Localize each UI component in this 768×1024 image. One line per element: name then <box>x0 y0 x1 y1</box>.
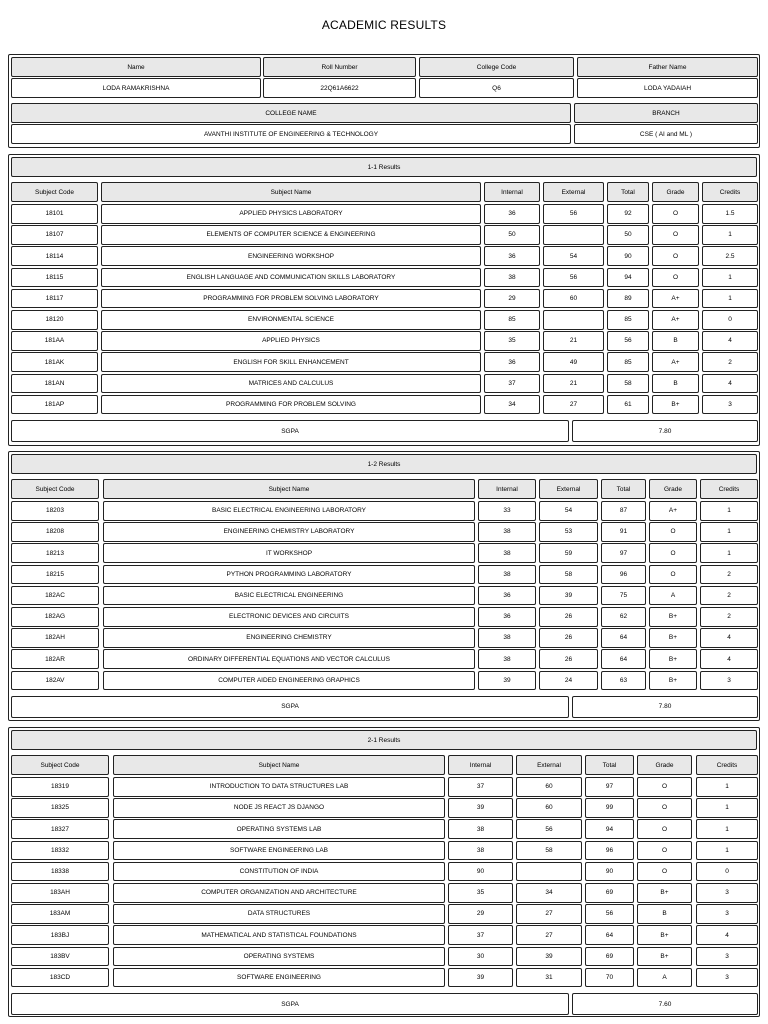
internal-cell: 38 <box>478 649 536 669</box>
subject-code-cell: 183BJ <box>11 925 109 945</box>
credits-cell: 1.5 <box>702 204 758 224</box>
grade-cell: O <box>649 565 697 585</box>
credits-cell: 3 <box>696 947 758 967</box>
grade-cell: O <box>637 777 692 797</box>
external-cell: 53 <box>539 522 598 542</box>
internal-cell: 38 <box>484 268 540 288</box>
total-cell: 64 <box>601 628 646 648</box>
subject-name-cell: ELEMENTS OF COMPUTER SCIENCE & ENGINEERING <box>101 225 481 245</box>
total-header: Total <box>585 755 634 775</box>
internal-cell: 39 <box>448 798 513 818</box>
subject-code-cell: 182AG <box>11 607 99 627</box>
grade-cell: B+ <box>637 883 692 903</box>
external-cell <box>516 862 582 882</box>
grade-cell: B+ <box>637 947 692 967</box>
total-header: Total <box>607 182 649 202</box>
credits-cell: 3 <box>702 395 758 415</box>
grade-cell: A+ <box>652 289 699 309</box>
credits-cell: 4 <box>702 374 758 394</box>
external-cell: 58 <box>516 841 582 861</box>
grade-header: Grade <box>652 182 699 202</box>
subject-code-cell: 183AM <box>11 904 109 924</box>
credits-cell: 4 <box>702 331 758 351</box>
grade-cell: A+ <box>649 501 697 521</box>
credits-cell: 2 <box>700 565 758 585</box>
subject-name-cell: APPLIED PHYSICS LABORATORY <box>101 204 481 224</box>
grade-cell: A+ <box>652 352 699 372</box>
page-title: ACADEMIC RESULTS <box>321 18 447 32</box>
semester-title: 1-1 Results <box>11 157 757 177</box>
external-cell: 27 <box>516 925 582 945</box>
internal-cell: 37 <box>484 374 540 394</box>
internal-cell: 35 <box>448 883 513 903</box>
total-cell: 85 <box>607 352 649 372</box>
total-cell: 91 <box>601 522 646 542</box>
grade-cell: A+ <box>652 310 699 330</box>
sgpa-value: 7.80 <box>572 420 758 442</box>
total-cell: 97 <box>601 543 646 563</box>
subject-name-cell: ELECTRONIC DEVICES AND CIRCUITS <box>103 607 475 627</box>
subject-name-cell: CONSTITUTION OF INDIA <box>113 862 445 882</box>
father-name-header: Father Name <box>577 57 758 77</box>
subject-code-cell: 182AR <box>11 649 99 669</box>
subject-name-cell: COMPUTER AIDED ENGINEERING GRAPHICS <box>103 671 475 691</box>
grade-cell: O <box>637 862 692 882</box>
subject-name-cell: INTRODUCTION TO DATA STRUCTURES LAB <box>113 777 445 797</box>
college-name-value: AVANTHI INSTITUTE OF ENGINEERING & TECHNOLOGY <box>11 124 571 144</box>
subject-name-header: Subject Name <box>113 755 445 775</box>
subject-name-cell: PYTHON PROGRAMMING LABORATORY <box>103 565 475 585</box>
grade-cell: B <box>652 331 699 351</box>
external-cell: 60 <box>516 777 582 797</box>
external-cell: 31 <box>516 968 582 988</box>
subject-name-cell: COMPUTER ORGANIZATION AND ARCHITECTURE <box>113 883 445 903</box>
grade-cell: B+ <box>649 649 697 669</box>
grade-cell: A <box>649 586 697 606</box>
internal-cell: 33 <box>478 501 536 521</box>
internal-header: Internal <box>448 755 513 775</box>
subject-name-cell: DATA STRUCTURES <box>113 904 445 924</box>
sgpa-label: SGPA <box>11 993 569 1015</box>
grade-cell: B+ <box>649 671 697 691</box>
subject-code-cell: 18332 <box>11 841 109 861</box>
internal-cell: 39 <box>478 671 536 691</box>
total-cell: 70 <box>585 968 634 988</box>
subject-name-cell: NODE JS REACT JS DJANGO <box>113 798 445 818</box>
total-cell: 99 <box>585 798 634 818</box>
subject-name-cell: ENGLISH FOR SKILL ENHANCEMENT <box>101 352 481 372</box>
branch-value: CSE ( AI and ML ) <box>574 124 758 144</box>
external-cell: 60 <box>516 798 582 818</box>
internal-cell: 38 <box>478 565 536 585</box>
grade-header: Grade <box>637 755 692 775</box>
credits-cell: 1 <box>700 543 758 563</box>
subject-code-cell: 18107 <box>11 225 98 245</box>
grade-cell: B <box>652 374 699 394</box>
internal-header: Internal <box>478 479 536 499</box>
sgpa-value: 7.80 <box>572 696 758 718</box>
total-cell: 62 <box>601 607 646 627</box>
subject-code-cell: 18213 <box>11 543 99 563</box>
internal-cell: 39 <box>448 968 513 988</box>
subject-code-cell: 18120 <box>11 310 98 330</box>
grade-cell: A <box>637 968 692 988</box>
subject-code-cell: 181AK <box>11 352 98 372</box>
internal-cell: 37 <box>448 777 513 797</box>
subject-code-header: Subject Code <box>11 755 109 775</box>
credits-cell: 1 <box>696 777 758 797</box>
total-cell: 89 <box>607 289 649 309</box>
subject-code-cell: 18338 <box>11 862 109 882</box>
total-cell: 96 <box>585 841 634 861</box>
credits-header: Credits <box>696 755 758 775</box>
grade-cell: B+ <box>637 925 692 945</box>
credits-header: Credits <box>702 182 758 202</box>
subject-name-cell: PROGRAMMING FOR PROBLEM SOLVING LABORATORY <box>101 289 481 309</box>
internal-cell: 38 <box>478 628 536 648</box>
total-cell: 87 <box>601 501 646 521</box>
total-cell: 56 <box>585 904 634 924</box>
subject-code-cell: 18114 <box>11 246 98 266</box>
external-cell <box>543 310 604 330</box>
credits-cell: 4 <box>696 925 758 945</box>
total-cell: 50 <box>607 225 649 245</box>
grade-cell: B+ <box>649 607 697 627</box>
external-cell: 59 <box>539 543 598 563</box>
branch-header: BRANCH <box>574 103 758 123</box>
grade-cell: O <box>652 204 699 224</box>
grade-header: Grade <box>649 479 697 499</box>
internal-cell: 36 <box>478 607 536 627</box>
credits-cell: 1 <box>700 522 758 542</box>
credits-cell: 2 <box>700 607 758 627</box>
subject-code-cell: 18101 <box>11 204 98 224</box>
subject-code-cell: 18208 <box>11 522 99 542</box>
credits-cell: 2 <box>702 352 758 372</box>
credits-cell: 3 <box>696 904 758 924</box>
sgpa-label: SGPA <box>11 696 569 718</box>
grade-cell: O <box>637 841 692 861</box>
external-cell: 58 <box>539 565 598 585</box>
total-cell: 63 <box>601 671 646 691</box>
credits-cell: 1 <box>696 819 758 839</box>
external-cell: 26 <box>539 628 598 648</box>
name-value: LODA RAMAKRISHNA <box>11 78 261 98</box>
subject-name-cell: ENGLISH LANGUAGE AND COMMUNICATION SKILLS LABORATORY <box>101 268 481 288</box>
subject-name-cell: MATRICES AND CALCULUS <box>101 374 481 394</box>
credits-cell: 1 <box>696 798 758 818</box>
internal-cell: 37 <box>448 925 513 945</box>
internal-cell: 36 <box>484 352 540 372</box>
total-cell: 97 <box>585 777 634 797</box>
total-header: Total <box>601 479 646 499</box>
credits-cell: 0 <box>696 862 758 882</box>
subject-code-cell: 181AP <box>11 395 98 415</box>
internal-cell: 38 <box>448 841 513 861</box>
internal-cell: 35 <box>484 331 540 351</box>
total-cell: 69 <box>585 947 634 967</box>
subject-name-cell: BASIC ELECTRICAL ENGINEERING <box>103 586 475 606</box>
grade-cell: O <box>649 522 697 542</box>
internal-cell: 29 <box>484 289 540 309</box>
external-cell: 39 <box>516 947 582 967</box>
external-cell: 21 <box>543 331 604 351</box>
subject-code-cell: 18115 <box>11 268 98 288</box>
subject-code-cell: 182AC <box>11 586 99 606</box>
external-header: External <box>543 182 604 202</box>
subject-name-cell: ENGINEERING WORKSHOP <box>101 246 481 266</box>
internal-cell: 85 <box>484 310 540 330</box>
college-name-header: COLLEGE NAME <box>11 103 571 123</box>
external-cell: 49 <box>543 352 604 372</box>
credits-cell: 4 <box>700 628 758 648</box>
subject-code-cell: 183AH <box>11 883 109 903</box>
total-cell: 94 <box>585 819 634 839</box>
grade-cell: O <box>637 798 692 818</box>
name-header: Name <box>11 57 261 77</box>
subject-name-cell: OPERATING SYSTEMS LAB <box>113 819 445 839</box>
semester-title: 1-2 Results <box>11 454 757 474</box>
subject-name-cell: ORDINARY DIFFERENTIAL EQUATIONS AND VECTOR CALCULUS <box>103 649 475 669</box>
external-cell: 26 <box>539 607 598 627</box>
internal-cell: 38 <box>448 819 513 839</box>
credits-cell: 3 <box>696 883 758 903</box>
internal-cell: 38 <box>478 543 536 563</box>
external-cell: 24 <box>539 671 598 691</box>
subject-name-header: Subject Name <box>101 182 481 202</box>
subject-code-cell: 18203 <box>11 501 99 521</box>
subject-code-cell: 183CD <box>11 968 109 988</box>
internal-cell: 36 <box>478 586 536 606</box>
external-cell: 27 <box>516 904 582 924</box>
total-cell: 96 <box>601 565 646 585</box>
roll-number-value: 22Q61A6622 <box>263 78 416 98</box>
grade-cell: B+ <box>649 628 697 648</box>
credits-header: Credits <box>700 479 758 499</box>
subject-name-cell: APPLIED PHYSICS <box>101 331 481 351</box>
grade-cell: O <box>652 268 699 288</box>
subject-code-cell: 18319 <box>11 777 109 797</box>
external-cell: 27 <box>543 395 604 415</box>
total-cell: 61 <box>607 395 649 415</box>
subject-code-header: Subject Code <box>11 182 98 202</box>
subject-code-cell: 18215 <box>11 565 99 585</box>
total-cell: 75 <box>601 586 646 606</box>
subject-code-header: Subject Code <box>11 479 99 499</box>
internal-cell: 29 <box>448 904 513 924</box>
subject-code-cell: 18327 <box>11 819 109 839</box>
credits-cell: 2.5 <box>702 246 758 266</box>
internal-cell: 38 <box>478 522 536 542</box>
grade-cell: O <box>637 819 692 839</box>
subject-name-cell: PROGRAMMING FOR PROBLEM SOLVING <box>101 395 481 415</box>
subject-name-header: Subject Name <box>103 479 475 499</box>
credits-cell: 3 <box>700 671 758 691</box>
external-cell <box>543 225 604 245</box>
sgpa-value: 7.60 <box>572 993 758 1015</box>
total-cell: 94 <box>607 268 649 288</box>
subject-name-cell: MATHEMATICAL AND STATISTICAL FOUNDATIONS <box>113 925 445 945</box>
subject-name-cell: ENVIRONMENTAL SCIENCE <box>101 310 481 330</box>
external-cell: 34 <box>516 883 582 903</box>
external-cell: 54 <box>543 246 604 266</box>
external-cell: 39 <box>539 586 598 606</box>
subject-name-cell: SOFTWARE ENGINEERING LAB <box>113 841 445 861</box>
total-cell: 92 <box>607 204 649 224</box>
credits-cell: 1 <box>702 225 758 245</box>
credits-cell: 1 <box>696 841 758 861</box>
subject-name-cell: IT WORKSHOP <box>103 543 475 563</box>
grade-cell: O <box>649 543 697 563</box>
roll-number-header: Roll Number <box>263 57 416 77</box>
total-cell: 90 <box>607 246 649 266</box>
internal-cell: 36 <box>484 204 540 224</box>
semester-title: 2-1 Results <box>11 730 757 750</box>
internal-cell: 90 <box>448 862 513 882</box>
external-cell: 60 <box>543 289 604 309</box>
credits-cell: 2 <box>700 586 758 606</box>
grade-cell: O <box>652 246 699 266</box>
external-header: External <box>516 755 582 775</box>
total-cell: 64 <box>601 649 646 669</box>
subject-code-cell: 183BV <box>11 947 109 967</box>
subject-name-cell: ENGINEERING CHEMISTRY <box>103 628 475 648</box>
father-name-value: LODA YADAIAH <box>577 78 758 98</box>
total-cell: 56 <box>607 331 649 351</box>
sgpa-label: SGPA <box>11 420 569 442</box>
grade-cell: O <box>652 225 699 245</box>
credits-cell: 1 <box>702 268 758 288</box>
external-cell: 56 <box>516 819 582 839</box>
subject-code-cell: 181AA <box>11 331 98 351</box>
subject-name-cell: BASIC ELECTRICAL ENGINEERING LABORATORY <box>103 501 475 521</box>
college-code-value: Q6 <box>419 78 574 98</box>
subject-name-cell: OPERATING SYSTEMS <box>113 947 445 967</box>
internal-cell: 30 <box>448 947 513 967</box>
external-cell: 56 <box>543 268 604 288</box>
external-header: External <box>539 479 598 499</box>
external-cell: 56 <box>543 204 604 224</box>
internal-cell: 36 <box>484 246 540 266</box>
subject-code-cell: 18325 <box>11 798 109 818</box>
external-cell: 26 <box>539 649 598 669</box>
college-code-header: College Code <box>419 57 574 77</box>
subject-name-cell: ENGINEERING CHEMISTRY LABORATORY <box>103 522 475 542</box>
internal-header: Internal <box>484 182 540 202</box>
grade-cell: B+ <box>652 395 699 415</box>
total-cell: 69 <box>585 883 634 903</box>
credits-cell: 0 <box>702 310 758 330</box>
credits-cell: 1 <box>700 501 758 521</box>
external-cell: 54 <box>539 501 598 521</box>
subject-name-cell: SOFTWARE ENGINEERING <box>113 968 445 988</box>
credits-cell: 3 <box>696 968 758 988</box>
total-cell: 64 <box>585 925 634 945</box>
total-cell: 58 <box>607 374 649 394</box>
grade-cell: B <box>637 904 692 924</box>
subject-code-cell: 18117 <box>11 289 98 309</box>
subject-code-cell: 182AH <box>11 628 99 648</box>
subject-code-cell: 182AV <box>11 671 99 691</box>
internal-cell: 50 <box>484 225 540 245</box>
internal-cell: 34 <box>484 395 540 415</box>
total-cell: 85 <box>607 310 649 330</box>
credits-cell: 1 <box>702 289 758 309</box>
total-cell: 90 <box>585 862 634 882</box>
subject-code-cell: 181AN <box>11 374 98 394</box>
external-cell: 21 <box>543 374 604 394</box>
credits-cell: 4 <box>700 649 758 669</box>
